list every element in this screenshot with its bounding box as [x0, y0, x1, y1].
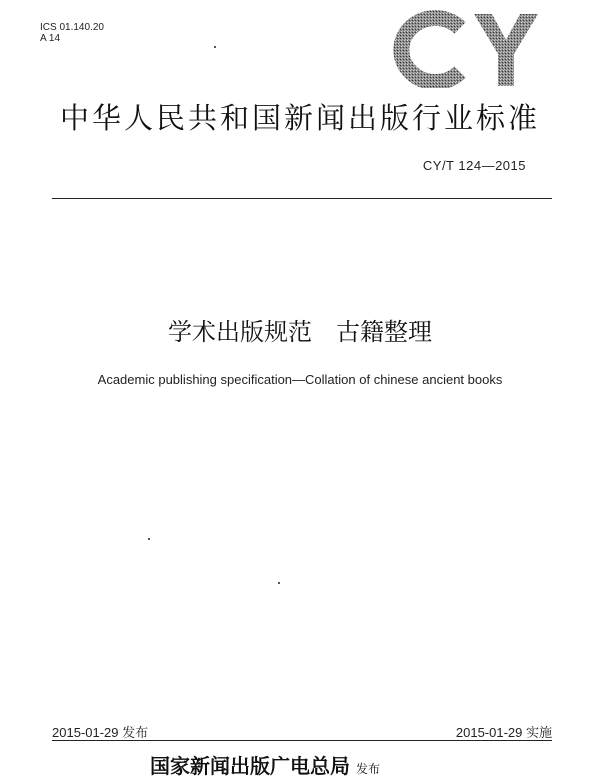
- document-title-en: Academic publishing specification—Collation of chinese ancient books: [97, 372, 503, 387]
- ics-code: ICS 01.140.20: [40, 22, 104, 33]
- bottom-divider: [52, 740, 552, 741]
- issue-date: 2015-01-29 发布: [52, 725, 149, 740]
- scan-speck: [278, 582, 280, 584]
- main-title: 中华人民共和国新闻出版行业标准: [59, 101, 540, 135]
- logo-letter-c: [401, 18, 460, 82]
- scan-speck: [214, 46, 216, 48]
- implementation-date: 2015-01-29 实施: [455, 725, 552, 740]
- standard-number: CY/T 124—2015: [422, 158, 526, 173]
- logo-letter-y: [474, 14, 538, 86]
- document-title-cn: 学术出版规范 古籍整理: [168, 318, 432, 346]
- top-divider: [52, 198, 552, 199]
- publisher-suffix: 发布: [356, 762, 381, 776]
- category-code: A 14: [40, 33, 61, 44]
- publisher-name: 国家新闻出版广电总局: [150, 754, 350, 778]
- cy-logo: [392, 10, 540, 88]
- classification-codes: [40, 22, 104, 44]
- scan-speck: [148, 538, 150, 540]
